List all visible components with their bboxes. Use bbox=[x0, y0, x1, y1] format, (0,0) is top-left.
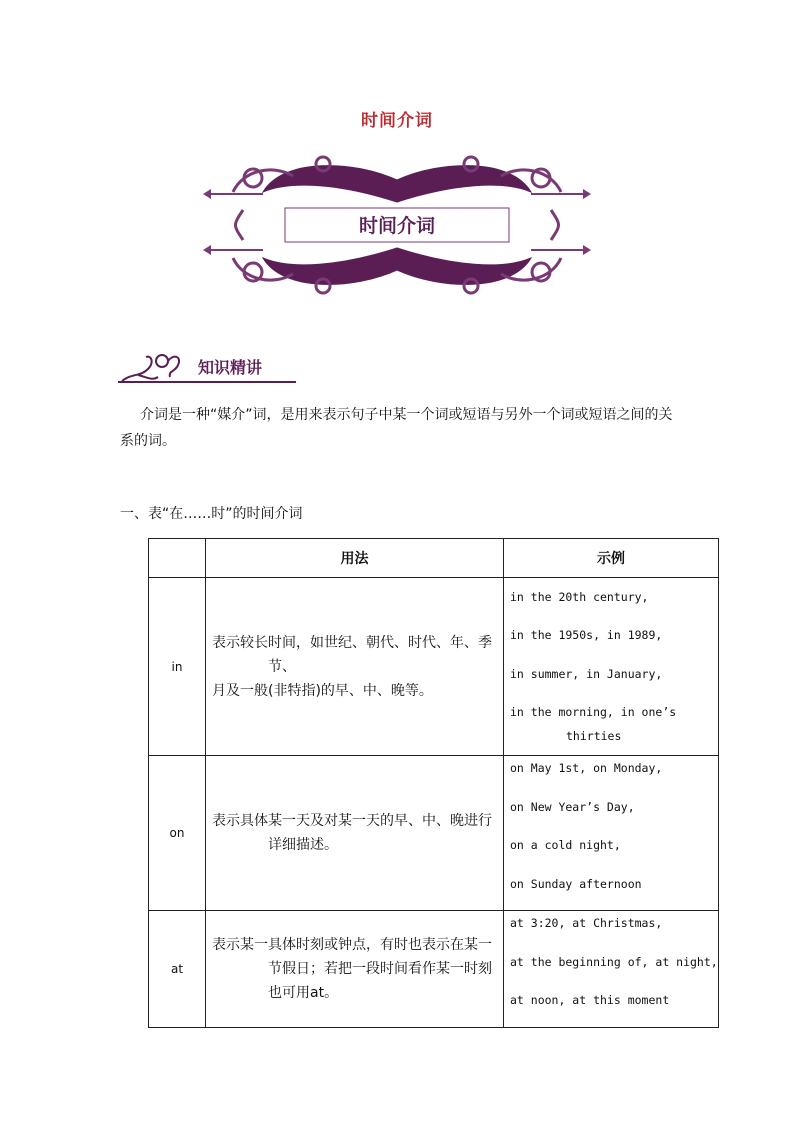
example-line: in the morning, in one’s bbox=[510, 705, 677, 720]
usage-line: 也可用at。 bbox=[268, 984, 339, 1001]
section-header bbox=[118, 345, 298, 385]
row-usage bbox=[206, 578, 504, 756]
usage-line: 表示具体某一天及对某一天的早、中、晚进行 bbox=[212, 813, 492, 829]
intro-text: 介词是一种“媒介”词，是用来表示句子中某一个词或短语与另外一个词或短语之间的关系的词。 bbox=[120, 407, 673, 449]
preposition-table bbox=[148, 538, 719, 1028]
example-line: on a cold night, bbox=[510, 838, 621, 852]
header-word bbox=[149, 539, 206, 578]
usage-line: 表示较长时间，如世纪、朝代、时代、年、季 bbox=[212, 634, 492, 651]
example-line: at noon, at this moment bbox=[510, 993, 670, 1007]
example-line: at the beginning of, at night, bbox=[510, 954, 718, 969]
intro-paragraph bbox=[120, 402, 680, 454]
usage-line: 详细描述。 bbox=[268, 837, 338, 853]
row-word: on bbox=[149, 756, 206, 911]
table-header-row bbox=[149, 539, 719, 578]
banner-title: 时间介词 bbox=[358, 215, 436, 237]
example-line: on May 1st, on Monday, bbox=[510, 761, 663, 775]
example-line: thirties bbox=[566, 729, 622, 744]
example-line: at 3:20, at Christmas, bbox=[510, 916, 663, 930]
page-title: 时间介词 bbox=[361, 111, 433, 131]
example-line: on New Year’s Day, bbox=[510, 799, 635, 814]
table-row bbox=[149, 578, 719, 756]
usage-line: 节假日；若把一段时间看作某一时刻 bbox=[268, 960, 492, 977]
row-examples bbox=[504, 578, 719, 756]
table-row bbox=[149, 911, 719, 1028]
row-usage bbox=[206, 756, 504, 911]
row-word: at bbox=[149, 911, 206, 1028]
table-row bbox=[149, 756, 719, 911]
row-usage bbox=[206, 911, 504, 1028]
example-line: in the 1950s, in 1989, bbox=[510, 628, 663, 643]
usage-line: 节、 bbox=[268, 658, 296, 675]
row-examples bbox=[504, 911, 719, 1028]
section-underline bbox=[118, 381, 296, 383]
header-example: 示例 bbox=[504, 539, 719, 578]
example-line: in summer, in January, bbox=[510, 666, 663, 681]
usage-line: 月及一般(非特指)的早、中、晚等。 bbox=[212, 682, 433, 699]
subheading: 一、表“在……时”的时间介词 bbox=[120, 506, 303, 522]
section-label: 知识精讲 bbox=[198, 358, 263, 377]
row-word: in bbox=[149, 578, 206, 756]
header-usage: 用法 bbox=[206, 539, 504, 578]
example-line: in the 20th century, bbox=[510, 589, 649, 604]
flourish-icon bbox=[118, 347, 190, 383]
usage-line: 表示某一具体时刻或钟点，有时也表示在某一 bbox=[212, 936, 492, 953]
example-line: on Sunday afternoon bbox=[510, 876, 642, 891]
row-examples bbox=[504, 756, 719, 911]
example-line-wrapped bbox=[510, 700, 712, 748]
title-banner bbox=[203, 150, 591, 300]
